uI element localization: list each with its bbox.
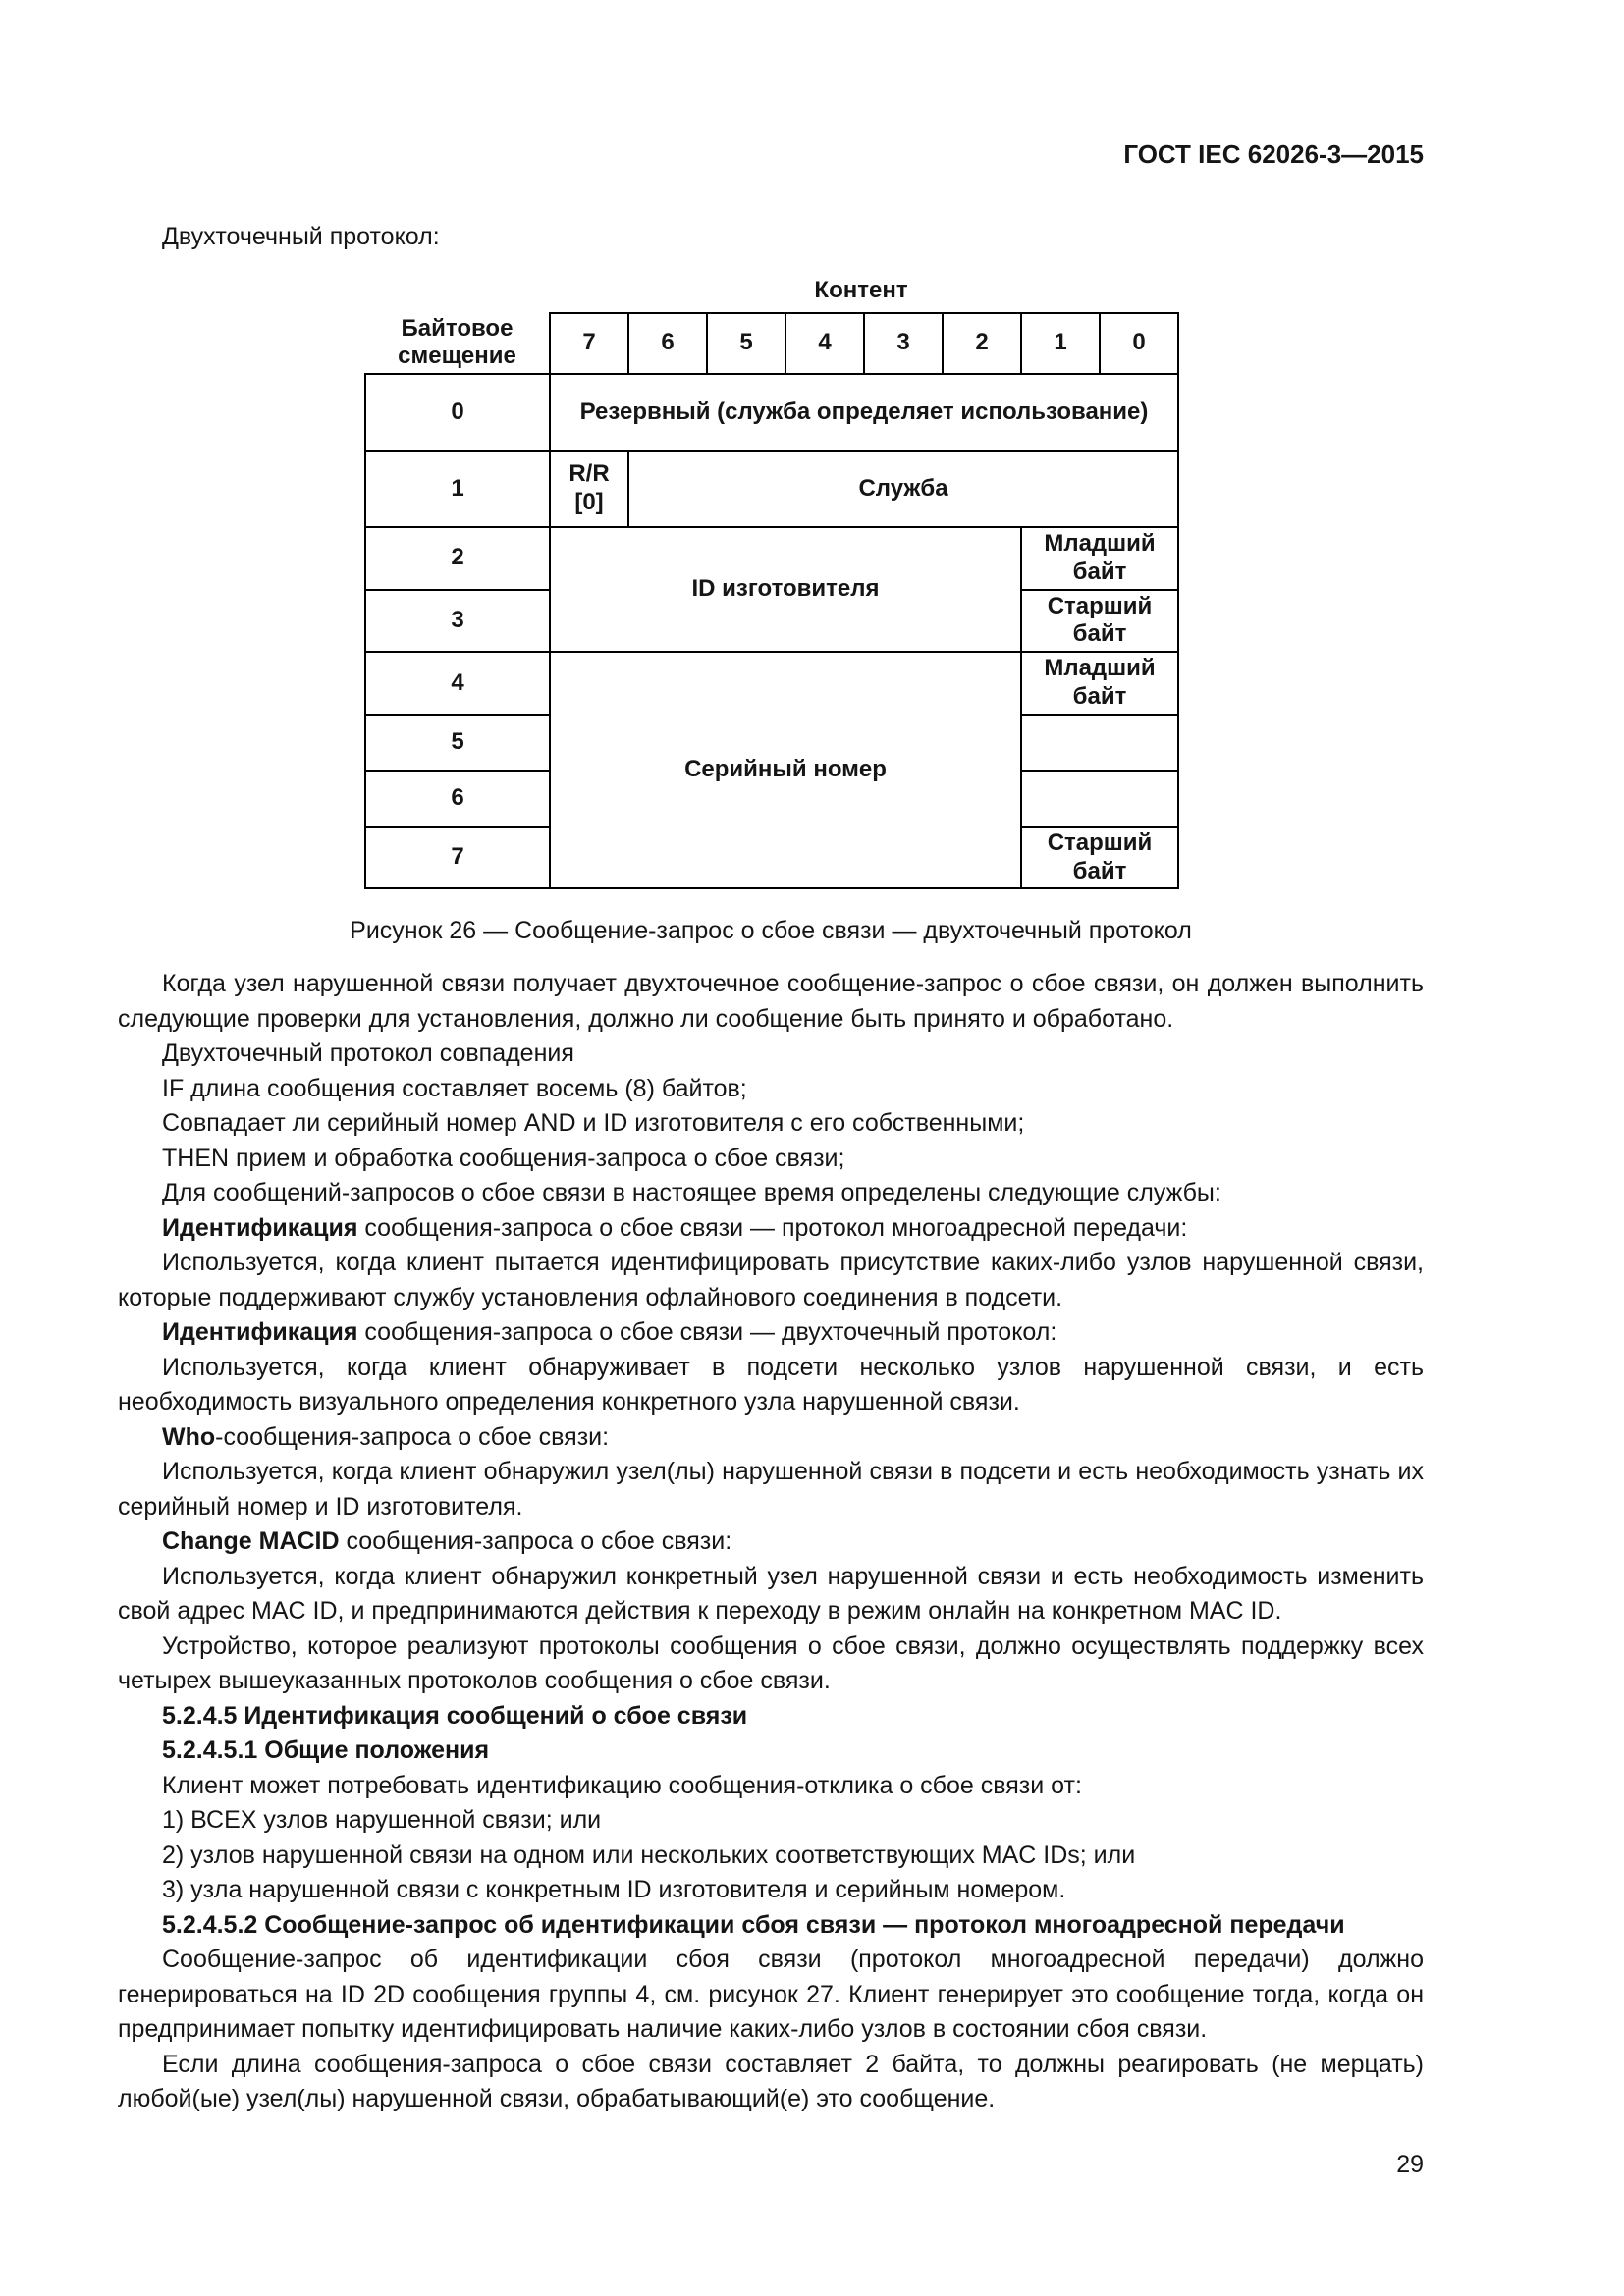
paragraph — [118, 2048, 1424, 2117]
bold-text-segment: Change MACID — [162, 1527, 340, 1556]
rr-cell — [550, 451, 628, 527]
paragraph — [118, 1246, 1424, 1315]
text-segment: Если длина сообщения-запроса о сбое связи составляет 2 байта, то должны реагировать (не мерцать) любой(ые) узел(лы) нарушенной связи, обрабатывающий(е) это сообщение. — [118, 2050, 1424, 2113]
paragraph — [118, 1106, 1424, 1142]
bit-col-1: 1 — [1021, 313, 1100, 375]
offset-cell-2: 2 — [365, 527, 550, 590]
byte-row-4 — [365, 652, 1178, 715]
paragraph — [118, 1037, 1424, 1072]
mfr-low-byte-cell: Младший байт — [1021, 527, 1178, 590]
bit-col-3: 3 — [864, 313, 943, 375]
bit-col-7: 7 — [550, 313, 628, 375]
text-segment: Совпадает ли серийный номер AND и ID изготовителя с его собственными; — [162, 1109, 1025, 1138]
paragraph — [118, 1908, 1424, 1944]
intro-paragraph: Двухточечный протокол: — [162, 223, 440, 250]
offset-cell-0: 0 — [365, 374, 550, 451]
bold-text-segment: Who — [162, 1422, 216, 1451]
paragraph — [118, 1803, 1424, 1839]
text-segment: 3) узла нарушенной связи с конкретным ID изготовителя и серийным номером. — [162, 1876, 1066, 1904]
paragraph — [118, 1873, 1424, 1908]
paragraph — [118, 1734, 1424, 1769]
paragraph — [118, 1351, 1424, 1420]
text-segment: Используется, когда клиент обнаруживает в подсети несколько узлов нарушенной связи, и есть необходимость визуального определения конкретного узла нарушенной связи. — [118, 1353, 1424, 1416]
text-segment: Клиент может потребовать идентификацию сообщения-отклика о сбое связи от: — [162, 1771, 1082, 1799]
paragraph — [118, 1839, 1424, 1874]
bit-col-2: 2 — [943, 313, 1021, 375]
page-header — [118, 139, 1424, 169]
bit-col-6: 6 — [628, 313, 707, 375]
mfr-high-byte-cell: Старший байт — [1021, 590, 1178, 653]
doc-number: ГОСТ IEC 62026-3—2015 — [1123, 139, 1424, 169]
body-text — [118, 967, 1424, 2117]
offset-column-header: Байтовое смещение — [398, 314, 516, 370]
bold-text-segment: 5.2.4.5.2 Сообщение-запрос об идентификации сбоя связи — протокол многоадресной передачи — [162, 1910, 1345, 1939]
offset-cell-1: 1 — [365, 451, 550, 527]
text-segment: сообщения-запроса о сбое связи — протокол многоадресной передачи: — [357, 1213, 1188, 1242]
paragraph — [118, 1455, 1424, 1524]
paragraph — [118, 1211, 1424, 1247]
page-number: 29 — [1396, 2150, 1424, 2178]
paragraph — [118, 1420, 1424, 1456]
text-segment: Двухточечный протокол совпадения — [162, 1040, 574, 1068]
bold-text-segment: Идентификация — [162, 1318, 358, 1347]
paragraph — [118, 1072, 1424, 1107]
offset-cell-3: 3 — [365, 590, 550, 653]
text-segment: 2) узлов нарушенной связи на одном или нескольких соответствующих MAC IDs; или — [162, 1841, 1136, 1869]
text-segment: THEN прием и обработка сообщения-запроса о сбое связи; — [162, 1144, 845, 1172]
bold-text-segment: Идентификация — [162, 1213, 358, 1242]
reserved-cell: Резервный (служба определяет использование) — [550, 374, 1178, 451]
rr-value: [0] — [574, 489, 604, 516]
serial-mid-byte-cell-1 — [1021, 715, 1178, 771]
service-cell: Служба — [628, 451, 1178, 527]
message-format-table — [364, 312, 1179, 890]
paragraph — [118, 1943, 1424, 2048]
text-segment: сообщения-запроса о сбое связи: — [339, 1527, 732, 1556]
manufacturer-id-cell: ID изготовителя — [550, 527, 1021, 652]
paragraph — [118, 1142, 1424, 1177]
byte-row-1 — [365, 451, 1178, 527]
serial-high-byte-cell: Старший байт — [1021, 827, 1178, 889]
text-segment: Используется, когда клиент пытается идентифицировать присутствие каких-либо узлов нарушенной связи, которые поддерживают службу установления офлайнового соединения в подсети. — [118, 1249, 1424, 1311]
bit-col-4: 4 — [785, 313, 864, 375]
text-segment: Когда узел нарушенной связи получает двухточечное сообщение-запрос о сбое связи, он должен выполнить следующие проверки для установления, должно ли сообщение быть принято и обработано. — [118, 970, 1424, 1033]
offset-cell-5: 5 — [365, 715, 550, 771]
text-segment: IF длина сообщения составляет восемь (8) байтов; — [162, 1074, 747, 1102]
paragraph — [118, 1315, 1424, 1351]
figure-26 — [118, 277, 1424, 946]
serial-low-byte-cell: Младший байт — [1021, 652, 1178, 715]
paragraph — [118, 1629, 1424, 1699]
bold-text-segment: 5.2.4.5.1 Общие положения — [162, 1736, 490, 1765]
paragraph — [118, 1176, 1424, 1211]
text-segment: Для сообщений-запросов о сбое связи в настоящее время определены следующие службы: — [162, 1179, 1221, 1207]
text-segment: Используется, когда клиент обнаружил конкретный узел нарушенной связи и есть необходимость изменить свой адрес MAC ID, и предпринимаются действия к переходу в режим онлайн на конкретном MAC ID. — [118, 1562, 1424, 1626]
bit-col-0: 0 — [1100, 313, 1178, 375]
paragraph — [118, 1769, 1424, 1804]
text-segment: Сообщение-запрос об идентификации сбоя связи (протокол многоадресной передачи) должно генерироваться на ID 2D сообщения группы 4, см. рисунок 27. Клиент генерирует это сообщение тогда, когда он предпринимает попытку идентифицировать наличие каких-либо узлов в состоянии сбоя связи. — [118, 1946, 1424, 2044]
byte-row-2 — [365, 527, 1178, 590]
serial-mid-byte-cell-2 — [1021, 771, 1178, 827]
text-segment: сообщения-запроса о сбое связи — двухточечный протокол: — [357, 1318, 1057, 1347]
serial-number-cell: Серийный номер — [550, 652, 1021, 888]
paragraph — [118, 1560, 1424, 1629]
bit-header-row — [365, 313, 1178, 375]
figure-caption: Рисунок 26 — Сообщение-запрос о сбое связи — двухточечный протокол — [350, 917, 1192, 945]
bold-text-segment: 5.2.4.5 Идентификация сообщений о сбое связи — [162, 1701, 748, 1730]
paragraph — [118, 967, 1424, 1037]
offset-cell-6: 6 — [365, 771, 550, 827]
offset-cell-4: 4 — [365, 652, 550, 715]
byte-row-0 — [365, 374, 1178, 451]
bit-col-5: 5 — [707, 313, 785, 375]
rr-label: R/R — [568, 460, 610, 488]
offset-cell-7: 7 — [365, 827, 550, 889]
paragraph — [118, 1699, 1424, 1735]
content-label: Контент — [814, 276, 908, 303]
text-segment: Используется, когда клиент обнаружил узел(лы) нарушенной связи в подсети и есть необходимость узнать их серийный номер и ID изготовителя. — [118, 1458, 1424, 1521]
paragraph — [118, 1524, 1424, 1560]
text-segment: 1) ВСЕХ узлов нарушенной связи; или — [162, 1806, 602, 1835]
figure-table-wrap — [364, 277, 1177, 890]
text-segment: Устройство, которое реализуют протоколы сообщения о сбое связи, должно осуществлять поддержку всех четырех вышеуказанных протоколов сообщения о сбое связи. — [118, 1631, 1424, 1695]
text-segment: -сообщения-запроса о сбое связи: — [215, 1422, 610, 1451]
